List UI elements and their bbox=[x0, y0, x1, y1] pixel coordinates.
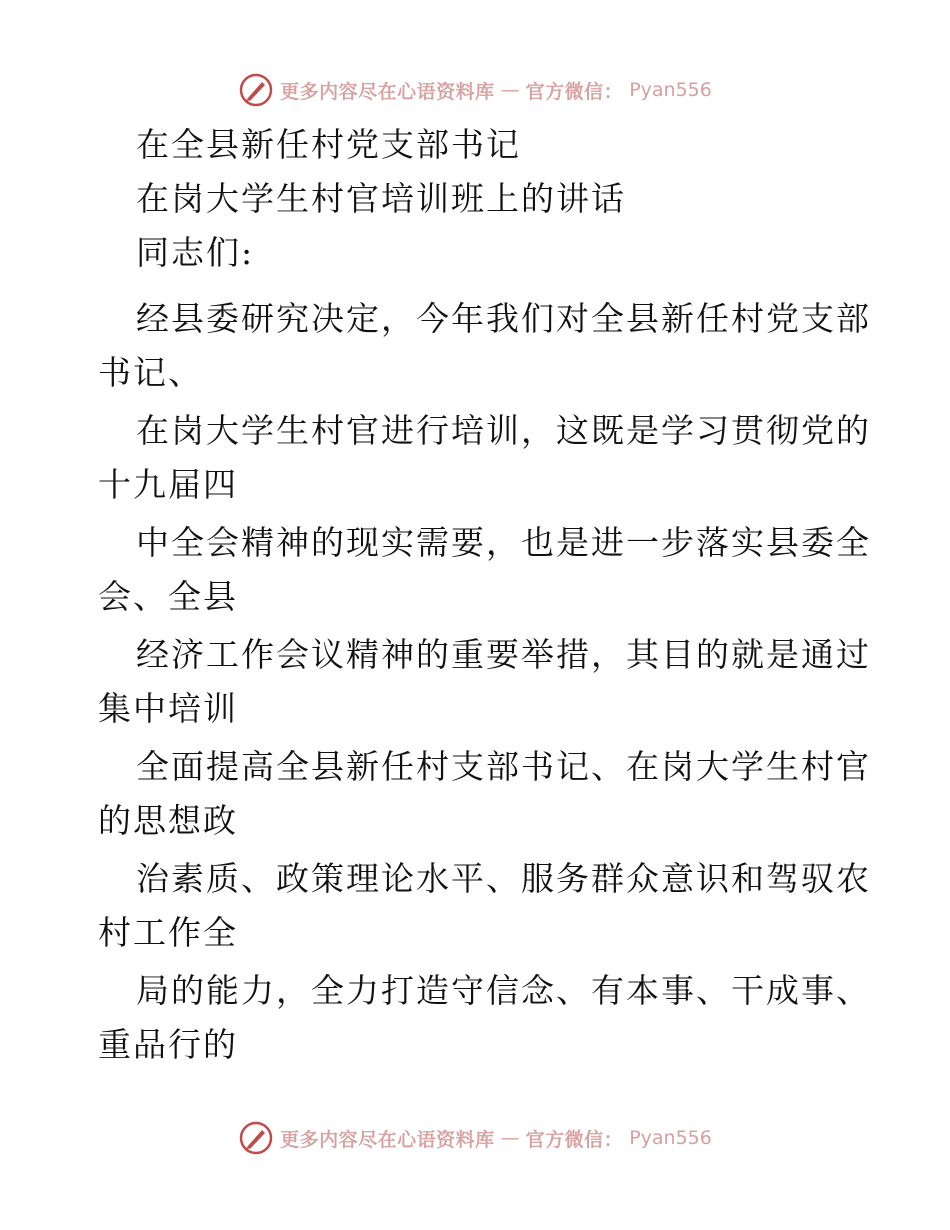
watermark-handle: Pyan556 bbox=[629, 79, 712, 101]
body-line: 中全会精神的现实需要，也是进一步落实县委全 bbox=[136, 523, 871, 562]
watermark-separator: — bbox=[500, 79, 520, 101]
title-line-1: 在全县新任村党支部书记 bbox=[136, 125, 521, 164]
watermark-label: 官方微信： bbox=[525, 80, 624, 103]
body-line: 集中培训 bbox=[98, 689, 238, 728]
document-body bbox=[98, 118, 871, 1072]
body-line: 村工作全 bbox=[98, 913, 238, 952]
body-line: 经济工作会议精神的重要举措，其目的就是通过 bbox=[136, 635, 871, 674]
body-line: 十九届四 bbox=[98, 465, 238, 504]
salutation: 同志们: bbox=[136, 233, 255, 272]
header-watermark bbox=[0, 70, 950, 110]
body-line: 在岗大学生村官进行培训，这既是学习贯彻党的 bbox=[136, 411, 871, 450]
body-line: 治素质、政策理论水平、服务群众意识和驾驭农 bbox=[136, 859, 871, 898]
quill-logo-icon bbox=[238, 1120, 274, 1156]
watermark-label: 官方微信： bbox=[525, 1128, 624, 1151]
quill-logo-icon bbox=[238, 72, 274, 108]
body-line: 全面提高全县新任村支部书记、在岗大学生村官 bbox=[136, 747, 871, 786]
body-line: 经县委研究决定，今年我们对全县新任村党支部 bbox=[136, 299, 871, 338]
watermark-separator: — bbox=[500, 1127, 520, 1149]
body-line: 书记、 bbox=[98, 353, 203, 392]
footer-watermark bbox=[0, 1118, 950, 1158]
body-line: 局的能力，全力打造守信念、有本事、干成事、 bbox=[136, 971, 871, 1010]
watermark-text: 更多内容尽在心语资料库 bbox=[280, 1128, 495, 1151]
body-line: 的思想政 bbox=[98, 801, 238, 840]
body-line: 会、全县 bbox=[98, 577, 238, 616]
watermark-handle: Pyan556 bbox=[629, 1127, 712, 1149]
body-line: 重品行的 bbox=[98, 1025, 238, 1064]
title-line-2: 在岗大学生村官培训班上的讲话 bbox=[136, 179, 626, 218]
watermark-text: 更多内容尽在心语资料库 bbox=[280, 80, 495, 103]
